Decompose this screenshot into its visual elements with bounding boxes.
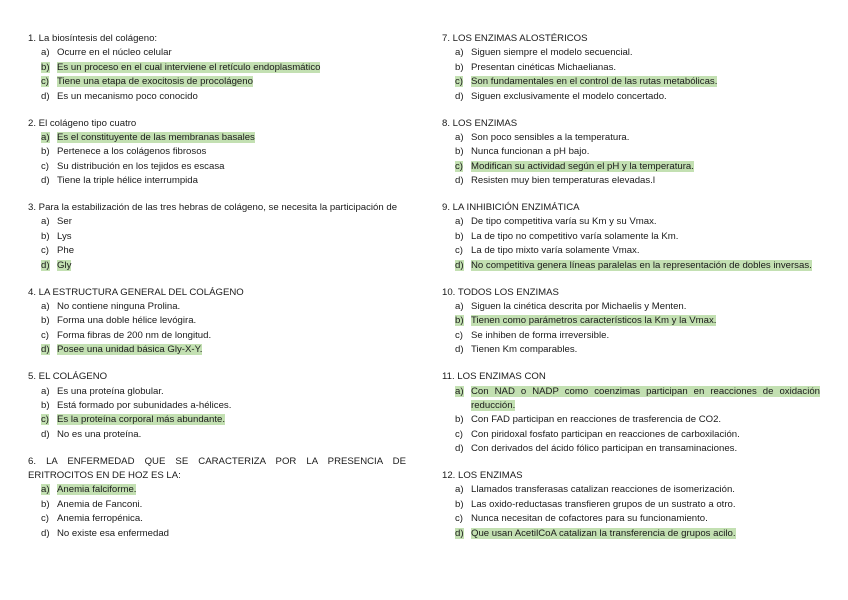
answer-option-highlighted	[442, 385, 820, 414]
answer-option	[442, 413, 820, 427]
option-letter-text: b)	[455, 315, 464, 327]
option-text: Siguen siempre el modelo secuencial.	[471, 47, 633, 59]
option-letter	[41, 215, 57, 229]
option-text-wrapper	[57, 428, 406, 442]
answer-option	[442, 343, 820, 357]
option-letter	[455, 385, 471, 399]
option-letter	[41, 131, 57, 145]
answer-options	[442, 131, 820, 189]
option-letter-text: c)	[455, 160, 463, 172]
answer-option	[442, 442, 820, 456]
question-block	[442, 286, 820, 358]
option-letter	[41, 145, 57, 159]
option-letter	[455, 46, 471, 60]
option-text-wrapper	[471, 385, 820, 414]
option-letter	[41, 512, 57, 526]
option-letter-text: c)	[455, 245, 463, 257]
option-letter-text: a)	[455, 216, 464, 228]
option-letter	[455, 442, 471, 456]
option-text-wrapper	[471, 174, 820, 188]
question-block	[442, 370, 820, 456]
option-letter	[41, 314, 57, 328]
option-text: Con derivados del ácido fólico participan en transaminaciones.	[471, 443, 738, 455]
answer-option	[28, 498, 406, 512]
option-text: Las oxido-reductasas transfieren grupos de un sustrato a otro.	[471, 498, 736, 510]
answer-option-highlighted	[28, 75, 406, 89]
option-letter-text: a)	[41, 301, 50, 312]
option-text-wrapper	[471, 512, 820, 526]
answer-option	[28, 145, 406, 159]
option-letter	[455, 145, 471, 159]
option-letter	[41, 300, 57, 314]
option-text: Resisten muy bien temperaturas elevadas.l	[471, 175, 655, 187]
option-text-wrapper	[57, 46, 406, 60]
answer-option	[28, 399, 406, 413]
question-stem: 2. El colágeno tipo cuatro	[28, 117, 137, 129]
option-text-wrapper	[57, 131, 406, 145]
option-text-wrapper	[471, 428, 820, 442]
option-letter	[455, 300, 471, 314]
option-letter	[455, 483, 471, 497]
option-text: Tiene una etapa de exocitosis de procolágeno	[57, 76, 253, 88]
option-letter-text: a)	[41, 484, 50, 496]
option-letter-text: b)	[41, 146, 50, 158]
option-text-wrapper	[57, 174, 406, 188]
option-text-wrapper	[57, 90, 406, 104]
option-text-wrapper	[57, 259, 406, 273]
question-block	[28, 286, 406, 358]
answer-options	[442, 215, 820, 273]
answer-option	[442, 483, 820, 497]
question-block	[28, 370, 406, 442]
option-letter-text: b)	[455, 414, 464, 426]
option-letter	[41, 483, 57, 497]
option-text-wrapper	[57, 61, 406, 75]
question-block	[28, 201, 406, 273]
option-text-wrapper	[57, 385, 406, 399]
option-text-wrapper	[471, 230, 820, 244]
answer-option	[442, 215, 820, 229]
option-text: La de tipo no competitivo varía solamente la Km.	[471, 230, 679, 242]
option-text: Es un mecanismo poco conocido	[57, 90, 198, 102]
option-letter	[455, 215, 471, 229]
option-text-wrapper	[471, 90, 820, 104]
option-text-wrapper	[471, 300, 820, 314]
answer-option	[442, 61, 820, 75]
answer-option	[28, 512, 406, 526]
answer-options	[28, 300, 406, 358]
option-letter	[455, 314, 471, 328]
option-text: No existe esa enfermedad	[57, 527, 169, 539]
option-text: Llamados transferasas catalizan reacciones de isomerización.	[471, 484, 735, 496]
question-stem: 7. LOS ENZIMAS ALOSTÉRICOS	[442, 33, 588, 44]
option-letter	[41, 385, 57, 399]
question-stem: 10. TODOS LOS ENZIMAS	[442, 286, 559, 298]
option-letter-text: a)	[41, 131, 50, 143]
answer-option	[28, 314, 406, 328]
answer-option	[28, 300, 406, 314]
answer-option	[442, 145, 820, 159]
answer-options	[28, 483, 406, 541]
answer-option	[442, 131, 820, 145]
option-text-wrapper	[57, 215, 406, 229]
option-text: Pertenece a los colágenos fibrosos	[57, 146, 207, 158]
option-text: Está formado por subunidades a-hélices.	[57, 399, 232, 411]
option-letter	[455, 160, 471, 174]
option-letter-text: a)	[455, 385, 464, 397]
option-letter-text: c)	[41, 76, 49, 88]
option-text-wrapper	[57, 413, 406, 427]
option-text-wrapper	[471, 46, 820, 60]
option-letter	[41, 244, 57, 258]
question-stem: 4. LA ESTRUCTURA GENERAL DEL COLÁGENO	[28, 286, 244, 298]
option-text-wrapper	[57, 527, 406, 541]
option-letter-text: b)	[455, 230, 464, 242]
option-text: Tienen como parámetros característicos la Km y la Vmax.	[471, 315, 717, 327]
option-text-wrapper	[471, 527, 820, 541]
option-letter-text: c)	[455, 76, 463, 88]
question-stem: 3. Para la estabilización de las tres hebras de colágeno, se necesita la participación de	[28, 202, 398, 214]
option-letter-text: a)	[455, 301, 464, 312]
answer-option	[28, 428, 406, 442]
option-letter	[41, 90, 57, 104]
answer-options	[442, 483, 820, 541]
option-letter	[455, 512, 471, 526]
option-text: Lys	[57, 230, 72, 242]
option-text-wrapper	[57, 300, 406, 314]
option-text: Ser	[57, 216, 72, 228]
option-text-wrapper	[471, 75, 820, 89]
answer-option	[442, 230, 820, 244]
option-letter-text: b)	[41, 399, 50, 411]
option-letter	[41, 174, 57, 188]
option-letter-text: d)	[41, 90, 50, 102]
option-text: No competitiva genera líneas paralelas en la representación de dobles inversas.	[471, 259, 812, 271]
option-letter	[455, 131, 471, 145]
option-letter	[455, 174, 471, 188]
question-block	[28, 455, 406, 541]
answer-option	[28, 46, 406, 60]
option-letter-text: d)	[455, 175, 464, 187]
question-block	[28, 117, 406, 189]
option-letter-text: c)	[455, 513, 463, 525]
option-letter-text: c)	[41, 160, 49, 172]
answer-option-highlighted	[442, 259, 820, 273]
option-letter	[41, 259, 57, 273]
option-letter	[41, 413, 57, 427]
option-letter	[41, 498, 57, 512]
answer-option-highlighted	[28, 413, 406, 427]
option-letter-text: d)	[455, 527, 464, 539]
option-letter-text: b)	[41, 61, 50, 73]
option-letter-text: b)	[455, 498, 464, 510]
option-letter-text: b)	[455, 146, 464, 158]
answer-option	[28, 215, 406, 229]
option-letter	[41, 160, 57, 174]
option-text: Tienen Km comparables.	[471, 344, 578, 356]
option-text-wrapper	[57, 498, 406, 512]
answer-option	[442, 244, 820, 258]
question-stem: 6. LA ENFERMEDAD QUE SE CARACTERIZA POR LA PRESENCIA DE ERITROCITOS EN DE HOZ ES LA:	[28, 455, 406, 482]
option-letter	[41, 75, 57, 89]
option-text-wrapper	[57, 230, 406, 244]
option-text-wrapper	[471, 314, 820, 328]
option-letter	[455, 259, 471, 273]
option-text-wrapper	[471, 343, 820, 357]
option-text-wrapper	[57, 160, 406, 174]
left-column	[28, 32, 406, 554]
option-text: Forma una doble hélice levógira.	[57, 315, 197, 327]
option-text: No contiene ninguna Prolina.	[57, 301, 181, 312]
option-text: Modifican su actividad según el pH y la temperatura.	[471, 160, 694, 172]
answer-options	[28, 385, 406, 443]
option-text-wrapper	[471, 145, 820, 159]
option-text: Con FAD participan en reacciones de trasferencia de CO2.	[471, 414, 722, 426]
answer-option	[442, 498, 820, 512]
option-text: Ocurre en el núcleo celular	[57, 47, 172, 59]
option-letter-text: b)	[41, 498, 50, 510]
option-text: No es una proteína.	[57, 428, 142, 440]
option-letter	[455, 498, 471, 512]
option-letter	[41, 399, 57, 413]
option-text-wrapper	[471, 498, 820, 512]
option-letter	[41, 61, 57, 75]
option-text: Siguen exclusivamente el modelo concertado.	[471, 90, 667, 102]
option-letter-text: d)	[455, 443, 464, 455]
option-text: Se inhiben de forma irreversible.	[471, 329, 610, 341]
option-text-wrapper	[57, 329, 406, 343]
option-text: De tipo competitiva varía su Km y su Vmax.	[471, 216, 657, 228]
option-text-wrapper	[471, 442, 820, 456]
option-text: Tiene la triple hélice interrumpida	[57, 175, 198, 187]
option-text: Son fundamentales en el control de las rutas metabólicas.	[471, 76, 718, 88]
question-stem: 9. LA INHIBICIÓN ENZIMÁTICA	[442, 202, 580, 214]
option-letter	[41, 230, 57, 244]
right-column	[442, 32, 820, 554]
option-text-wrapper	[471, 259, 820, 273]
answer-option	[442, 300, 820, 314]
answer-options	[442, 46, 820, 104]
option-letter-text: c)	[41, 513, 49, 525]
option-letter	[455, 61, 471, 75]
answer-option-highlighted	[28, 343, 406, 357]
answer-option	[442, 46, 820, 60]
option-letter-text: a)	[41, 385, 50, 397]
option-text-wrapper	[471, 61, 820, 75]
option-text: Anemia ferropénica.	[57, 513, 143, 525]
option-text-wrapper	[471, 215, 820, 229]
option-letter	[455, 75, 471, 89]
option-text: Posee una unidad básica Gly-X-Y.	[57, 344, 203, 356]
option-text-wrapper	[57, 75, 406, 89]
option-text-wrapper	[57, 512, 406, 526]
answer-option-highlighted	[442, 75, 820, 89]
option-text-wrapper	[471, 244, 820, 258]
option-letter-text: c)	[455, 428, 463, 440]
option-text: Anemia falciforme.	[57, 484, 137, 496]
option-letter	[455, 413, 471, 427]
answer-option-highlighted	[28, 131, 406, 145]
option-letter-text: d)	[41, 428, 50, 440]
option-letter-text: d)	[41, 527, 50, 539]
option-text: Es la proteína corporal más abundante.	[57, 414, 225, 426]
option-text: Es una proteína globular.	[57, 385, 164, 397]
answer-option	[28, 174, 406, 188]
option-letter-text: a)	[455, 47, 464, 59]
option-text-wrapper	[471, 160, 820, 174]
answer-option	[442, 90, 820, 104]
option-letter-text: d)	[455, 90, 464, 102]
option-text: Con piridoxal fosfato participan en reacciones de carboxilación.	[471, 428, 740, 440]
answer-option-highlighted	[442, 527, 820, 541]
option-letter	[455, 343, 471, 357]
option-letter	[41, 329, 57, 343]
answer-option	[28, 230, 406, 244]
option-text-wrapper	[57, 483, 406, 497]
option-letter	[455, 428, 471, 442]
answer-option	[28, 329, 406, 343]
option-letter-text: d)	[41, 175, 50, 187]
answer-option-highlighted	[442, 160, 820, 174]
option-letter	[41, 46, 57, 60]
question-stem: 12. LOS ENZIMAS	[442, 470, 523, 482]
option-text: Phe	[57, 245, 75, 257]
option-text: Gly	[57, 259, 72, 271]
option-text: Son poco sensibles a la temperatura.	[471, 131, 630, 143]
option-text: Anemia de Fanconi.	[57, 498, 143, 510]
option-text: Es el constituyente de las membranas basales	[57, 131, 255, 143]
option-letter-text: c)	[41, 414, 49, 426]
option-text-wrapper	[471, 413, 820, 427]
option-text: Que usan AcetilCoA catalizan la transferencia de grupos acilo.	[471, 527, 736, 539]
answer-options	[442, 300, 820, 358]
option-letter-text: a)	[41, 47, 50, 59]
option-letter-text: d)	[455, 344, 464, 356]
option-text-wrapper	[57, 314, 406, 328]
option-text-wrapper	[57, 145, 406, 159]
option-letter	[41, 343, 57, 357]
question-block	[442, 32, 820, 104]
option-text: Su distribución en los tejidos es escasa	[57, 160, 225, 172]
answer-option	[28, 90, 406, 104]
option-text-wrapper	[57, 244, 406, 258]
option-text: Siguen la cinética descrita por Michaelis y Menten.	[471, 301, 687, 312]
option-letter-text: b)	[455, 61, 464, 73]
question-stem: 1. La biosíntesis del colágeno:	[28, 33, 158, 44]
question-block	[442, 469, 820, 541]
answer-option	[442, 428, 820, 442]
option-letter-text: c)	[455, 329, 463, 341]
option-letter	[455, 244, 471, 258]
option-text: Es un proceso en el cual interviene el retículo endoplasmático	[57, 61, 321, 73]
option-letter-text: d)	[41, 259, 50, 271]
option-text: Nunca funcionan a pH bajo.	[471, 146, 590, 158]
question-stem: 8. LOS ENZIMAS	[442, 117, 518, 129]
option-letter-text: a)	[455, 131, 464, 143]
answer-option	[28, 160, 406, 174]
option-text: Nunca necesitan de cofactores para su funcionamiento.	[471, 513, 708, 525]
answer-options	[28, 215, 406, 273]
option-text: Presentan cinéticas Michaelianas.	[471, 61, 617, 73]
answer-option-highlighted	[28, 483, 406, 497]
answer-options	[28, 131, 406, 189]
option-letter-text: b)	[41, 230, 50, 242]
option-letter-text: c)	[41, 245, 49, 257]
option-letter-text: b)	[41, 315, 50, 327]
question-stem: 11. LOS ENZIMAS CON	[442, 371, 546, 383]
option-text: La de tipo mixto varía solamente Vmax.	[471, 245, 640, 257]
answer-option	[28, 385, 406, 399]
question-block	[442, 117, 820, 189]
answer-option	[442, 329, 820, 343]
answer-option	[28, 527, 406, 541]
option-letter	[41, 527, 57, 541]
option-letter	[41, 428, 57, 442]
option-letter-text: a)	[41, 216, 50, 228]
answer-options	[28, 46, 406, 104]
option-text-wrapper	[471, 483, 820, 497]
answer-option	[442, 174, 820, 188]
answer-options	[442, 385, 820, 457]
option-letter-text: d)	[41, 344, 50, 356]
answer-option-highlighted	[442, 314, 820, 328]
option-letter	[455, 90, 471, 104]
option-letter	[455, 230, 471, 244]
question-block	[442, 201, 820, 273]
question-stem: 5. EL COLÁGENO	[28, 371, 108, 383]
option-text-wrapper	[57, 343, 406, 357]
option-letter-text: a)	[455, 484, 464, 496]
option-text: Forma fibras de 200 nm de longitud.	[57, 329, 212, 341]
option-text: Con NAD o NADP como coenzimas participan en reacciones de oxidación reducción.	[471, 385, 820, 411]
option-letter-text: d)	[455, 259, 464, 271]
option-letter	[455, 329, 471, 343]
option-text-wrapper	[471, 329, 820, 343]
option-letter-text: c)	[41, 329, 49, 341]
option-text-wrapper	[471, 131, 820, 145]
answer-option-highlighted	[28, 61, 406, 75]
option-letter	[455, 527, 471, 541]
option-text-wrapper	[57, 399, 406, 413]
answer-option	[442, 512, 820, 526]
answer-option	[28, 244, 406, 258]
question-block	[28, 32, 406, 104]
answer-option-highlighted	[28, 259, 406, 273]
